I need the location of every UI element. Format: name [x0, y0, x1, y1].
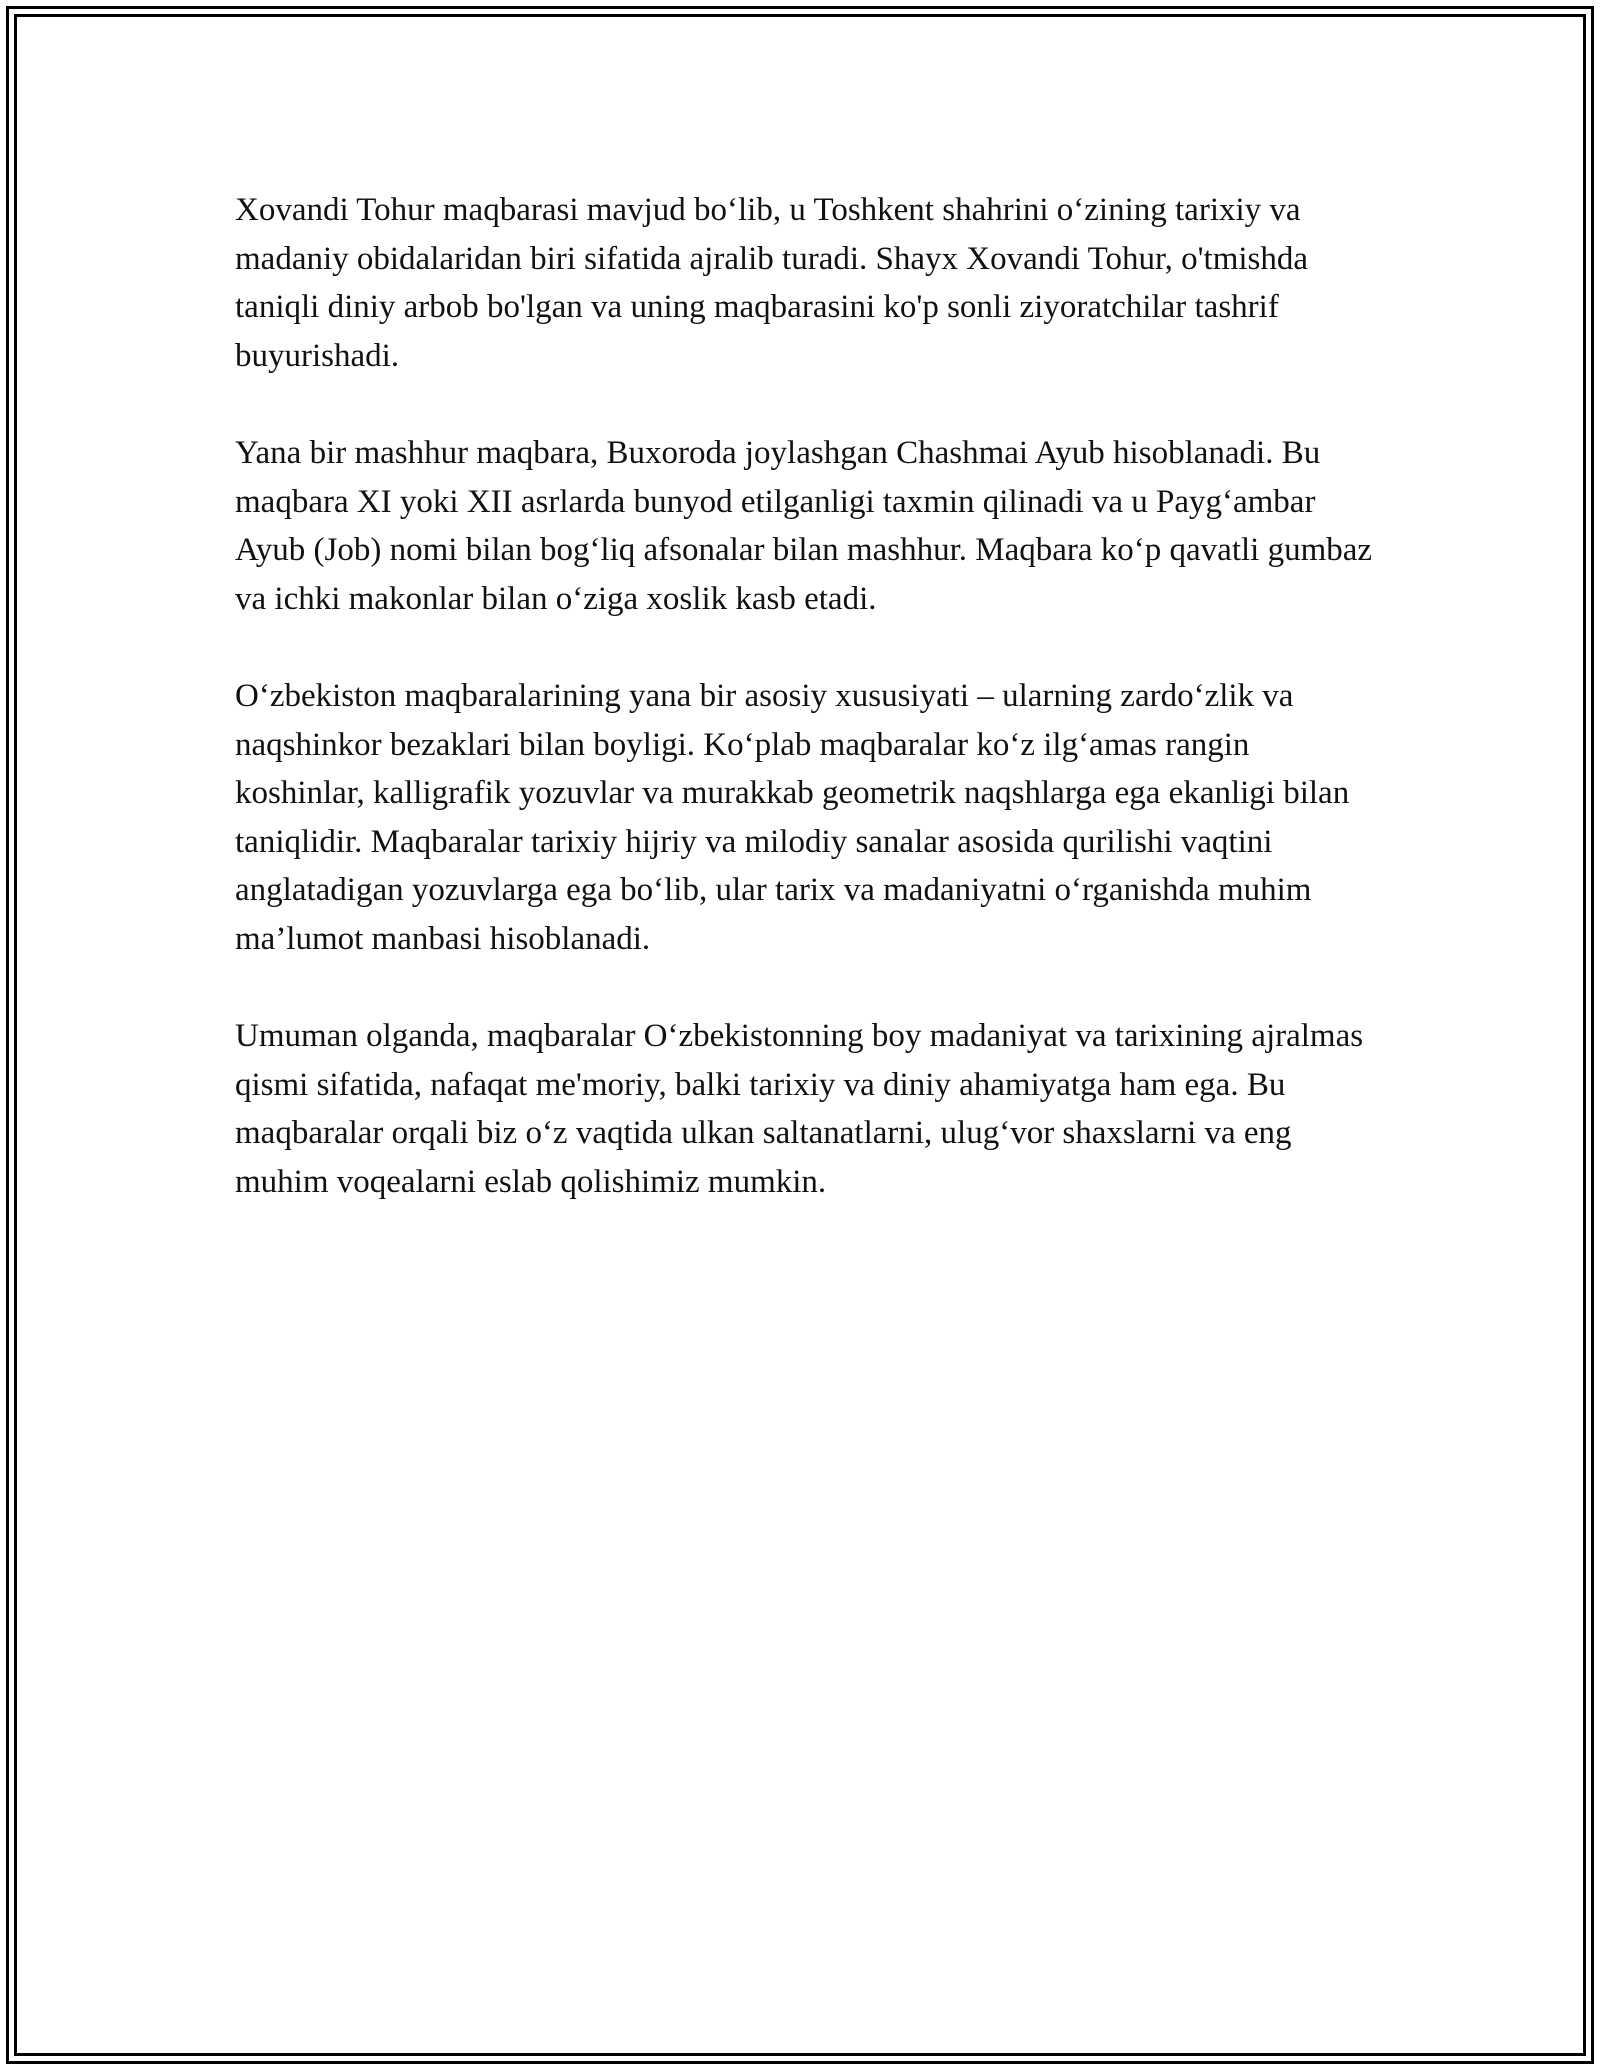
paragraph-2: Yana bir mashhur maqbara, Buxoroda joylashgan Chashmai Ayub hisoblanadi. Bu maqbara XI yoki XII asrlarda bunyod etilganligi taxmin qilinadi va u Payg‘ambar Ayub (Job) nomi bilan bog‘liq afsonalar bilan mashhur. Maqbara ko‘p qavatli gumbaz va ichki makonlar bilan o‘ziga xoslik kasb etadi. — [235, 435, 1373, 617]
paragraph-3: O‘zbekiston maqbaralarining yana bir asosiy xususiyati – ularning zardo‘zlik va naqshinkor bezaklari bilan boyligi. Ko‘plab maqbaralar ko‘z ilg‘amas rangin koshinlar, kalligrafik yozuvlar va murakkab geometrik naqshlarga ega ekanligi bilan taniqlidir. Maqbaralar tarixiy hijriy va milodiy sanalar asosida qurilishi vaqtini anglatadigan yozuvlarga ega bo‘lib, ular tarix va madaniyatni o‘rganishda muhim ma’lumot manbasi hisoblanadi. — [235, 678, 1350, 957]
paragraph-1: Xovandi Tohur maqbarasi mavjud bo‘lib, u Toshkent shahrini o‘zining tarixiy va madaniy obidalaridan biri sifatida ajralib turadi. Shayx Xovandi Tohur, o'tmishda taniqli diniy arbob bo'lgan va uning maqbarasini ko'p sonli ziyoratchilar tashrif buyurishadi. — [235, 192, 1309, 374]
document-body — [235, 186, 1375, 1255]
paragraph-4: Umuman olganda, maqbaralar O‘zbekistonning boy madaniyat va tarixining ajralmas qismi sifatida, nafaqat me'moriy, balki tarixiy va diniy ahamiyatga ham ega. Bu maqbaralar orqali biz o‘z vaqtida ulkan saltanatlarni, ulug‘vor shaxslarni va eng muhim voqealarni eslab qolishimiz mumkin. — [235, 1018, 1364, 1200]
